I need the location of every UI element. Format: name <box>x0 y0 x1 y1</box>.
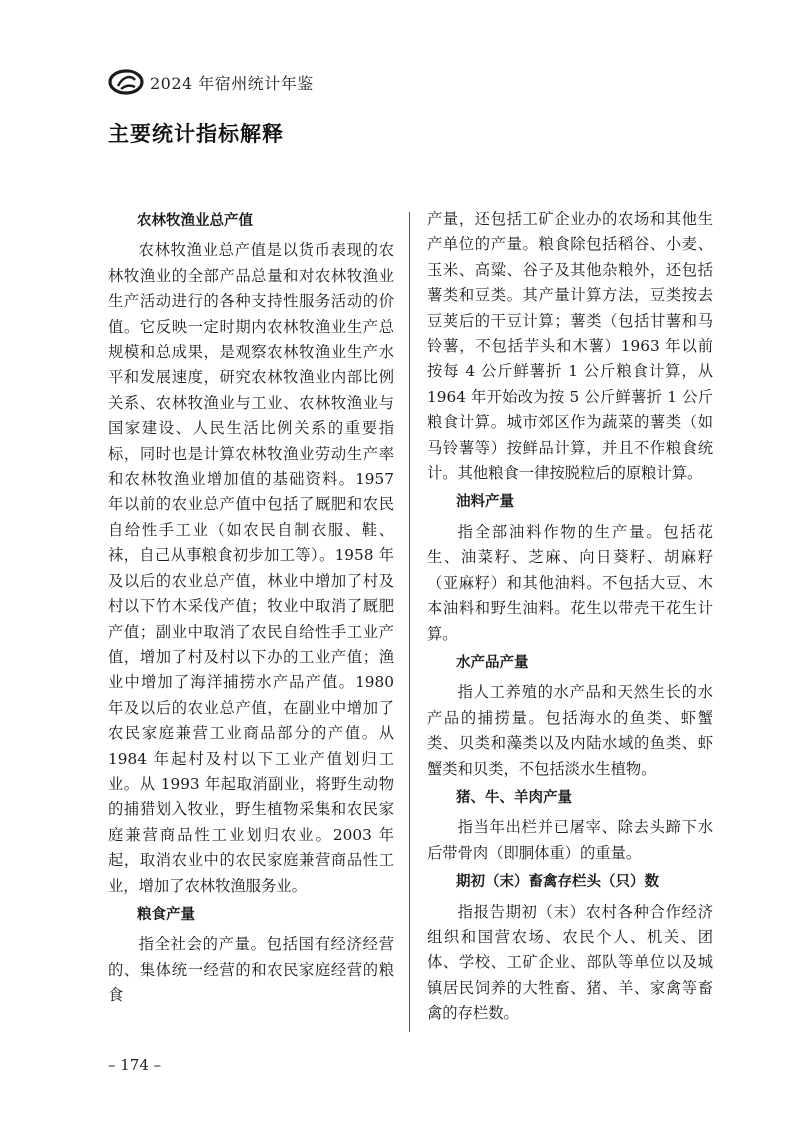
section-paragraph: 指报告期初（末）农村各种合作经济组织和国营农场、农民个人、机关、团体、学校、工矿企业、部队等单位以及城镇居民饲养的大牲畜、猪、羊、家禽等畜禽的存栏数。 <box>427 902 713 1023</box>
section-paragraph: 农林牧渔业总产值是以货币表现的农林牧渔业的全部产品总量和对农林牧渔业生产活动进行的各种支持性服务活动的价值。它反映一定时期内农林牧渔业生产总规模和总成果，是观察农林牧渔业生产水平和发展速度，研究农林牧渔业内部比例关系、农林牧渔业与工业、农林牧渔业与国家建设、人民生活比例关系的重要指标，同时也是计算农林牧渔业劳动生产率和农林牧渔业增加值的基础资料。1957 年以前的农业总产值中包括了厩肥和农民自给性手工业（如农民自制衣服、鞋、袜，自己从事粮食初步加工等）。1958 年及以后的农业总产值，林业中增加了村及村以下竹木采伐产值；牧业中取消了厩肥产值；副业中取消了农民自给性手工业产值，增加了村及村以下办的工业产值；渔业中增加了海洋捕捞水产品产值。1980 年及以后的农业总产值，在副业中增加了农民家庭兼营工业商品部分的产值。从 1984 年起村及村以下工业产值划归工业。从 1993 年起取消副业，将野生动物的捕猎划入牧业，野生植物采集和农民家庭兼营商品性工业划归农业。2003 年起，取消农业中的农民家庭兼营商品性工业，增加了农林牧渔服务业。 <box>108 241 394 895</box>
header-title: 2024 年宿州统计年鉴 <box>150 73 314 93</box>
section-heading: 农林牧渔业总产值 <box>137 213 253 229</box>
right-column <box>427 207 713 1031</box>
section-paragraph: 指全部油料作物的生产量。包括花生、油菜籽、芝麻、向日葵籽、胡麻籽（亚麻籽）和其他油料。不包括大豆、木本油料和野生油料。花生以带壳干花生计算。 <box>427 522 713 643</box>
section-paragraph: 指当年出栏并已屠宰、除去头蹄下水后带骨肉（即胴体重）的重量。 <box>427 818 713 862</box>
section-paragraph-continued: 产量，还包括工矿企业办的农场和其他生产单位的产量。粮食除包括稻谷、小麦、玉米、高粱、谷子及其他杂粮外，还包括薯类和豆类。其产量计算方法，豆类按去豆荚后的干豆计算；薯类（包括甘薯和马铃薯，不包括芋头和木薯）1963 年以前按每 4 公斤鲜薯折 1 公斤粮食计算，从 1964 年开始改为按 5 公斤鲜薯折 1 公斤粮食计算。城市郊区作为蔬菜的薯类（如马铃薯等）按鲜品计算，并且不作粮食统计。其他粮食一律按脱粒后的原粮计算。 <box>427 210 713 483</box>
left-column <box>108 207 394 1013</box>
page-number: – 174 – <box>108 1056 162 1074</box>
column-divider <box>409 212 410 1032</box>
section-heading: 水产品产量 <box>456 654 529 671</box>
section-paragraph: 指全社会的产量。包括国有经济经营的、集体统一经营的和农民家庭经营的粮食 <box>108 935 394 1005</box>
section-heading: 油料产量 <box>456 494 514 511</box>
section-paragraph: 指人工养殖的水产品和天然生长的水产品的捕捞量。包括海水的鱼类、虾蟹类、贝类和藻类以及内陆水域的鱼类、虾蟹类和贝类，不包括淡水生植物。 <box>427 683 713 778</box>
running-header <box>108 64 314 100</box>
page-title: 主要统计指标解释 <box>108 122 284 146</box>
yearbook-logo-icon <box>108 67 144 97</box>
section-heading: 期初（末）畜禽存栏头（只）数 <box>456 874 659 891</box>
section-heading: 粮食产量 <box>137 906 195 923</box>
section-heading: 猪、牛、羊肉产量 <box>456 789 572 806</box>
